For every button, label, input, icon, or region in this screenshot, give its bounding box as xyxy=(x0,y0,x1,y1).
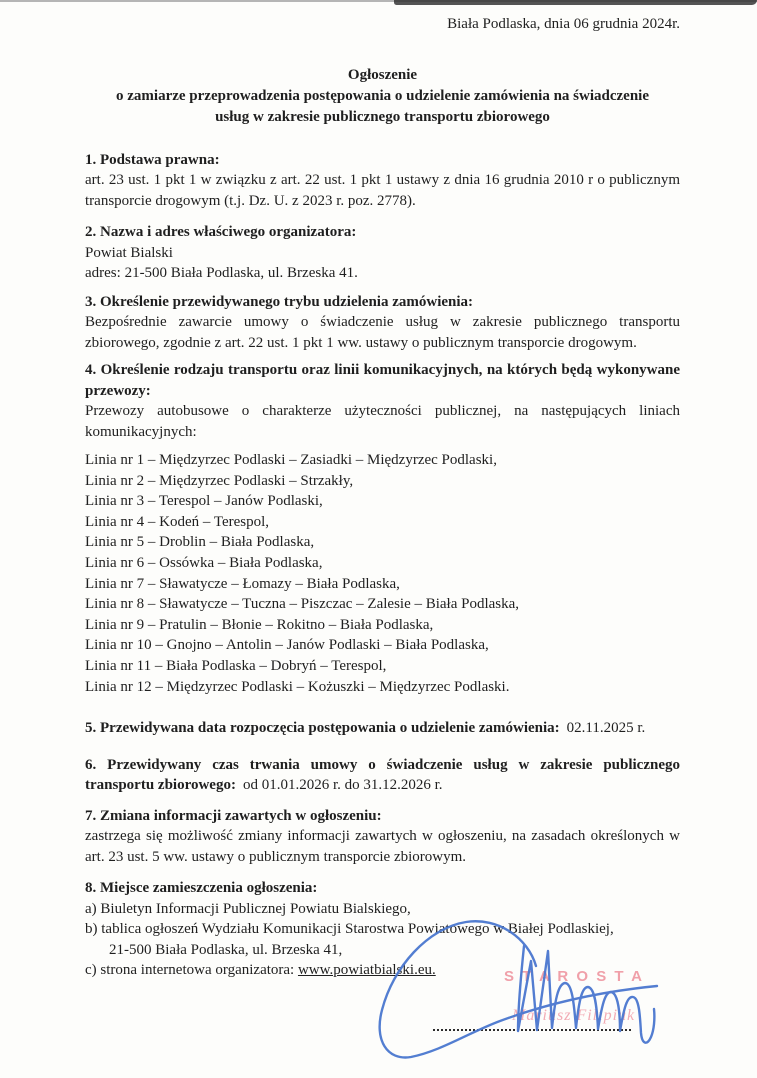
section-1-heading: 1. Podstawa prawna: xyxy=(85,151,220,168)
section-6-heading: 6. Przewidywany czas trwania umowy o świadczenie usług w zakresie publicznego transportu zbiorowego: xyxy=(85,756,680,794)
page-title xyxy=(85,65,680,128)
section-1-body: art. 23 ust. 1 pkt 1 w związku z art. 22 ust. 1 pkt 1 ustawy z dnia 16 grudnia 2010 r o publicznym transporcie drogowym (t.j. Dz. U. z 2023 r. poz. 2778). xyxy=(85,172,680,209)
signature-dotted-line xyxy=(433,1029,631,1031)
publication-item-b: b) tablica ogłoszeń Wydziału Komunikacji Starostwa Powiatowego w Białej Podlaskiej, xyxy=(85,921,614,938)
section-3-body: Bezpośrednie zawarcie umowy o świadczenie usług w zakresie publicznego transportu zbiorowego, zgodnie z art. 22 ust. 1 pkt 1 ww. ustawy o publicznym transporcie drogowym. xyxy=(85,314,680,351)
bus-lines-list xyxy=(85,450,680,697)
bus-line-item: Linia nr 7 – Sławatycze – Łomazy – Biała Podlaska, xyxy=(85,575,400,592)
stamp-name: Mariusz Filipiuk xyxy=(512,1007,636,1024)
section-4-heading: 4. Określenie rodzaju transportu oraz linii komunikacyjnych, na których będą wykonywane przewozy: xyxy=(85,362,680,399)
section-publication-places xyxy=(85,878,680,981)
start-date-value: 02.11.2025 r. xyxy=(566,720,646,737)
publication-item-c-label: c) strona internetowa organizatora: xyxy=(85,962,298,979)
section-4-body: Przewozy autobusowe o charakterze użyteczności publicznej, na następujących liniach komunikacyjnych: xyxy=(85,403,680,440)
bus-line-item: Linia nr 5 – Droblin – Biała Podlaska, xyxy=(85,534,315,551)
organizer-name: Powiat Bialski xyxy=(85,244,173,261)
publication-item-b-address: 21-500 Biała Podlaska, ul. Brzeska 41, xyxy=(109,941,343,958)
bus-line-item: Linia nr 3 – Terespol – Janów Podlaski, xyxy=(85,493,323,510)
bus-line-item: Linia nr 2 – Międzyrzec Podlaski – Strzakły, xyxy=(85,472,354,489)
stamp-title-starosta: S T A R O S T A xyxy=(504,968,645,985)
bus-line-item: Linia nr 9 – Pratulin – Błonie – Rokitno – Biała Podlaska, xyxy=(85,616,434,633)
section-2-heading: 2. Nazwa i adres właściwego organizatora: xyxy=(85,224,357,240)
document-body xyxy=(85,0,680,981)
section-8-heading: 8. Miejsce zamieszczenia ogłoszenia: xyxy=(85,880,318,897)
section-7-heading: 7. Zmiana informacji zawartych w ogłoszeniu: xyxy=(85,807,382,824)
bus-line-item: Linia nr 4 – Kodeń – Terespol, xyxy=(85,513,270,530)
bus-line-item: Linia nr 1 – Międzyrzec Podlaski – Zasiadki – Międzyrzec Podlaski, xyxy=(85,452,497,468)
organizer-address: adres: 21-500 Biała Podlaska, ul. Brzeska 41. xyxy=(85,265,358,281)
section-legal-basis xyxy=(85,150,680,212)
section-7-body: zastrzega się możliwość zmiany informacji zawartych w ogłoszeniu, na zasadach określonych w art. 23 ust. 5 ww. ustawy o publicznym transporcie zbiorowym. xyxy=(85,828,680,865)
section-procedure-mode xyxy=(85,292,680,354)
title-line-2: o zamiarze przeprowadzenia postępowania o udzielenie zamówienia na świadczenie xyxy=(116,87,649,104)
title-line-3: usług w zakresie publicznego transportu zbiorowego xyxy=(215,108,550,125)
bus-line-item: Linia nr 12 – Międzyrzec Podlaski – Kożuszki – Międzyrzec Podlaski. xyxy=(85,678,510,695)
bus-line-item: Linia nr 11 – Biała Podlaska – Dobryń – Terespol, xyxy=(85,657,387,674)
section-organizer xyxy=(85,222,680,284)
section-start-date xyxy=(85,718,680,739)
section-5-heading: 5. Przewidywana data rozpoczęcia postępowania o udzielenie zamówienia: xyxy=(85,720,560,737)
section-3-heading: 3. Określenie przewidywanego trybu udzielenia zamówienia: xyxy=(85,293,474,310)
date-line: Biała Podlaska, dnia 06 grudnia 2024r. xyxy=(447,16,680,32)
section-transport-type xyxy=(85,360,680,697)
section-contract-duration xyxy=(85,755,680,796)
bus-line-item: Linia nr 8 – Sławatycze – Tuczna – Piszczac – Zalesie – Biała Podlaska, xyxy=(85,596,520,613)
publication-item-a: a) Biuletyn Informacji Publicznej Powiatu Bialskiego, xyxy=(85,900,411,917)
bus-line-item: Linia nr 6 – Ossówka – Biała Podlaska, xyxy=(85,554,323,571)
contract-duration-value: od 01.01.2026 r. do 31.12.2026 r. xyxy=(242,777,443,794)
organizer-website-link[interactable]: www.powiatbialski.eu. xyxy=(297,962,436,979)
section-information-change xyxy=(85,806,680,868)
bus-line-item: Linia nr 10 – Gnojno – Antolin – Janów Podlaski – Biała Podlaska, xyxy=(85,637,489,654)
title-line-1: Ogłoszenie xyxy=(347,66,418,83)
